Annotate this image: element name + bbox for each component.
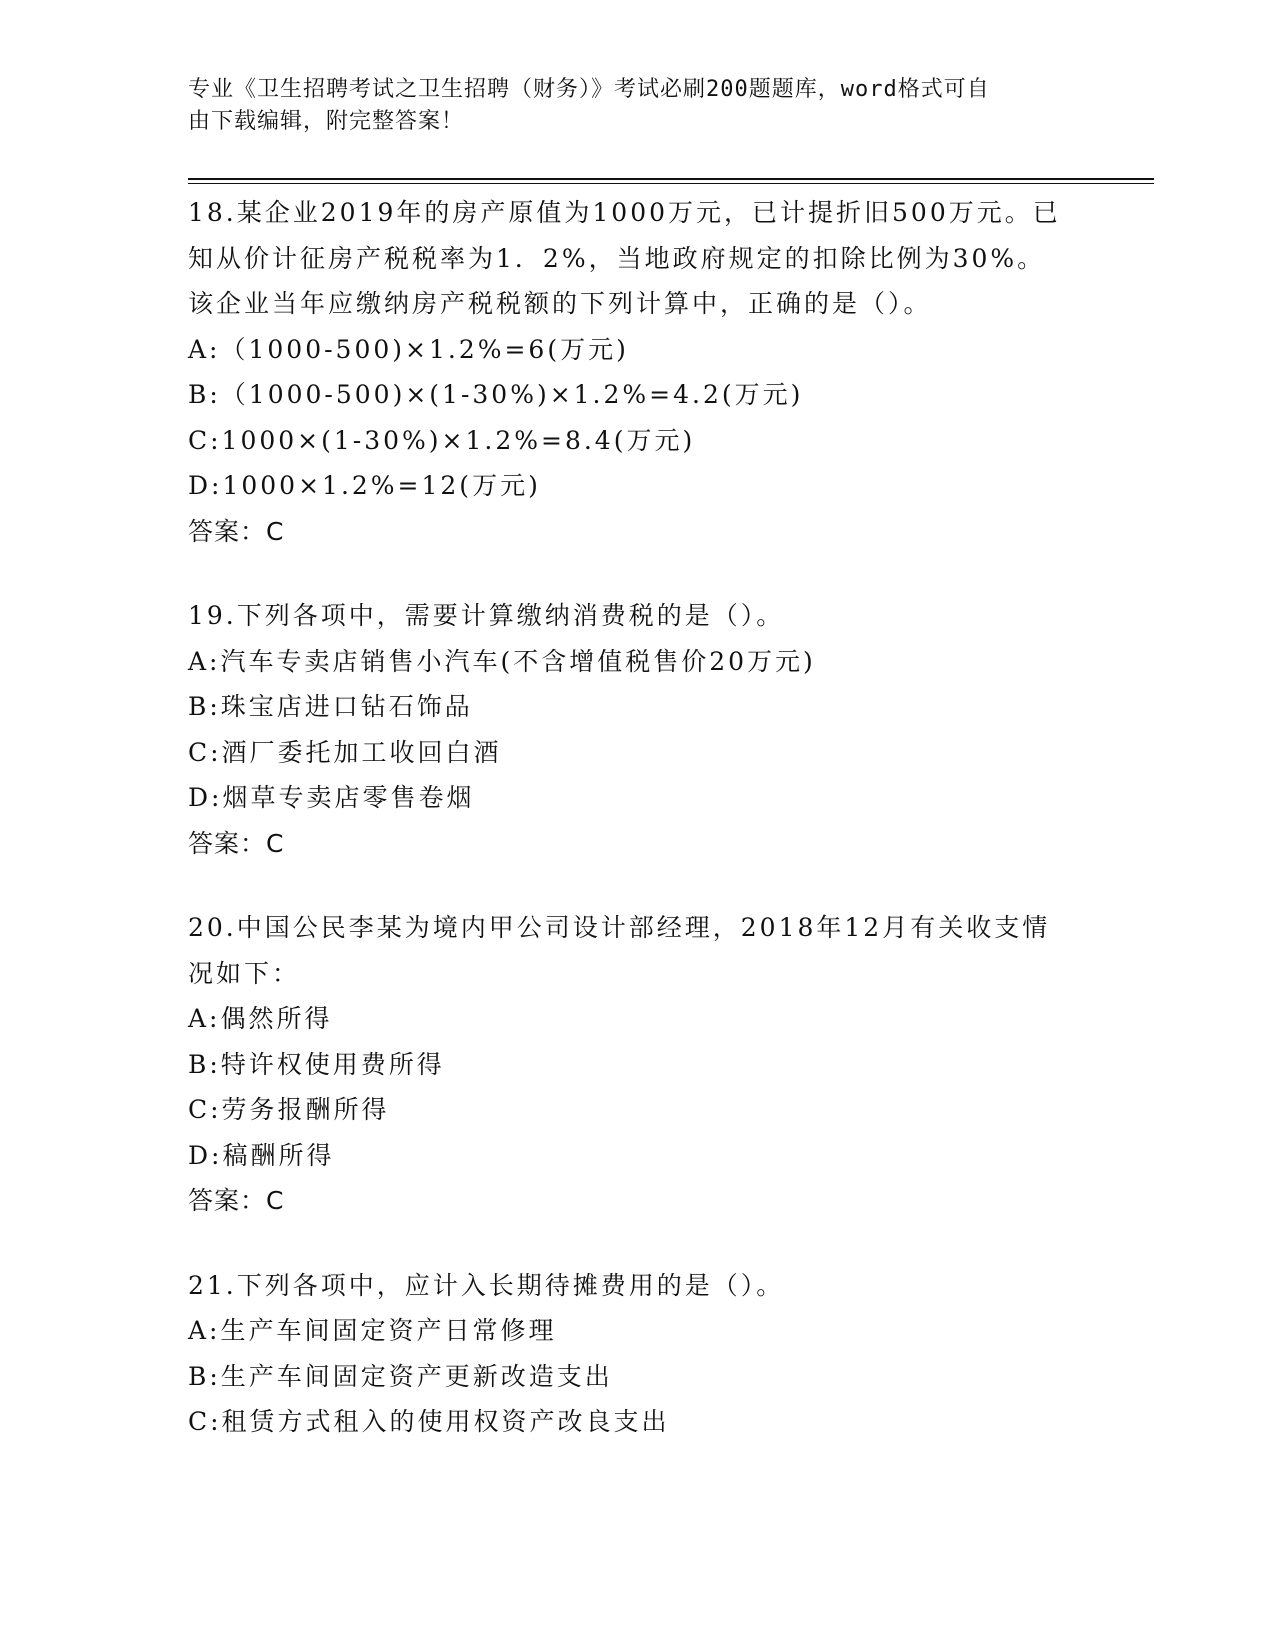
- question-list: [188, 190, 1088, 1484]
- option-d: D:烟草专卖店零售卷烟: [188, 783, 475, 812]
- header-line-1: 专业《卫生招聘考试之卫生招聘（财务）》考试必刷200题题库，word格式可自: [188, 77, 990, 102]
- option-c: C:1000×(1-30%)×1.2%=8.4(万元): [188, 425, 696, 455]
- answer-line: 答案：C: [188, 1186, 285, 1215]
- answer-line: 答案：C: [188, 828, 285, 858]
- document-header: [188, 74, 1068, 138]
- question-stem-line: 21.下列各项中，应计入长期待摊费用的是（）。: [188, 1270, 785, 1300]
- question-stem-line: 19.下列各项中，需要计算缴纳消费税的是（）。: [188, 601, 785, 630]
- option-a: A:（1000-500)×1.2%=6(万元): [188, 334, 629, 364]
- option-a: A:汽车专卖店销售小汽车(不含增值税售价20万元): [188, 646, 816, 676]
- option-b: B:生产车间固定资产更新改造支出: [188, 1361, 613, 1391]
- answer-line: 答案：C: [188, 516, 285, 546]
- question-stem-line: 20.中国公民李某为境内甲公司设计部经理，2018年12月有关收支情: [188, 913, 1051, 942]
- question-stem-line: 况如下：: [188, 958, 301, 988]
- header-line-2: 由下载编辑，附完整答案！: [188, 109, 465, 134]
- option-b: B:特许权使用费所得: [188, 1049, 445, 1079]
- option-a: A:偶然所得: [188, 1004, 333, 1033]
- option-b: B:（1000-500)×(1-30%)×1.2%=4.2(万元): [188, 380, 804, 409]
- question-20: [188, 905, 1088, 1224]
- question-stem-line: 18.某企业2019年的房产原值为1000万元，已计提折旧500万元。已: [188, 198, 1061, 227]
- question-21: [188, 1263, 1088, 1445]
- question-stem-line: 知从价计征房产税税率为1．2%，当地政府规定的扣除比例为30%。: [188, 243, 1046, 273]
- option-b: B:珠宝店进口钻石饰品: [188, 692, 473, 721]
- header-divider-thin: [188, 183, 1154, 184]
- header-divider-thick: [188, 178, 1154, 180]
- option-c: C:酒厂委托加工收回白酒: [188, 737, 502, 767]
- question-stem-line: 该企业当年应缴纳房产税税额的下列计算中，正确的是（）。: [188, 289, 932, 318]
- option-a: A:生产车间固定资产日常修理: [188, 1316, 557, 1345]
- option-d: D:1000×1.2%=12(万元): [188, 471, 541, 500]
- option-d: D:稿酬所得: [188, 1140, 335, 1170]
- option-c: C:租赁方式租入的使用权资产改良支出: [188, 1407, 670, 1436]
- question-18: [188, 190, 1088, 554]
- option-c: C:劳务报酬所得: [188, 1095, 390, 1124]
- question-19: [188, 593, 1088, 866]
